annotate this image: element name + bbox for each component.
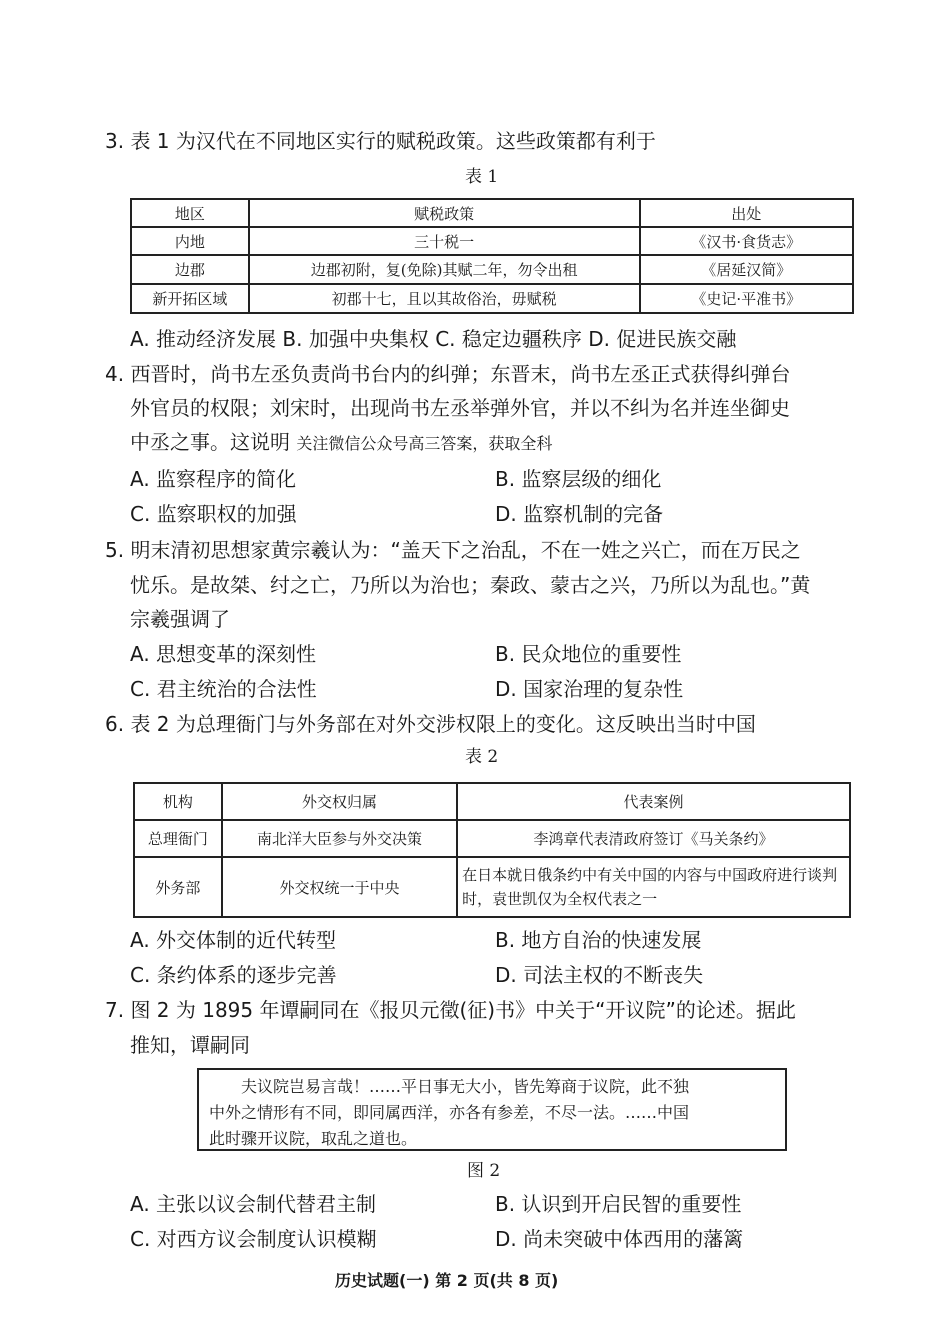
table-row — [131, 255, 853, 284]
table-header-cell: 地区 — [131, 199, 249, 227]
quote-box — [197, 1068, 787, 1151]
option-c: C. 监察职权的加强 — [130, 502, 297, 526]
table-header-cell: 代表案例 — [457, 783, 850, 820]
table-cell: 李鸿章代表清政府签订《马关条约》 — [457, 820, 850, 857]
q4-stem-line: 外官员的权限；刘宋时，出现尚书左丞举弹外官，并以不纠为名并连坐御史 — [130, 396, 790, 420]
quote-line: 中外之情形有不同，即同属西洋，亦各有参差，不尽一法。……中国 — [209, 1103, 690, 1122]
option-a: A. 监察程序的简化 — [130, 467, 297, 491]
table-cell: 在日本就日俄条约中有关中国的内容与中国政府进行谈判时，袁世凯仅为全权代表之一 — [457, 857, 850, 917]
q3-options: A. 推动经济发展 B. 加强中央集权 C. 稳定边疆秩序 D. 促进民族交融 — [130, 327, 737, 351]
table2-caption: 表 2 — [465, 747, 499, 767]
table-2 — [133, 782, 851, 918]
table-cell: 《汉书·食货志》 — [640, 227, 853, 255]
table-header-cell: 赋税政策 — [249, 199, 640, 227]
q6-stem: 6. 表 2 为总理衙门与外务部在对外交涉权限上的变化。这反映出当时中国 — [105, 712, 756, 736]
table-row — [131, 227, 853, 255]
table-cell: 《居延汉简》 — [640, 255, 853, 284]
option-b: B. 地方自治的快速发展 — [495, 928, 702, 952]
option-c: C. 条约体系的逐步完善 — [130, 963, 337, 987]
table-row — [131, 284, 853, 313]
table-cell: 三十税一 — [249, 227, 640, 255]
option-d: D. 监察机制的完备 — [495, 502, 664, 526]
table-row — [134, 783, 850, 820]
table-row — [131, 199, 853, 227]
table-row — [134, 820, 850, 857]
table-cell: 外交权统一于中央 — [222, 857, 457, 917]
option-a: A. 主张以议会制代替君主制 — [130, 1192, 377, 1216]
quote-line: 夫议院岂易言哉！……平日事无大小，皆先筹商于议院，此不独 — [241, 1077, 690, 1096]
table-cell: 边郡 — [131, 255, 249, 284]
table-1 — [130, 198, 854, 314]
q4-stem-line: 中丞之事。这说明 — [130, 430, 290, 454]
table-header-cell: 出处 — [640, 199, 853, 227]
option-d: D. 尚未突破中体西用的藩篱 — [495, 1227, 744, 1251]
q4-stem-line: 4. 西晋时，尚书左丞负责尚书台内的纠弹；东晋末，尚书左丞正式获得纠弹台 — [105, 362, 791, 386]
figure2-caption: 图 2 — [467, 1161, 501, 1181]
option-a: A. 外交体制的近代转型 — [130, 928, 337, 952]
q5-stem-line: 5. 明末清初思想家黄宗羲认为：“盖天下之治乱，不在一姓之兴亡，而在万民之 — [105, 538, 801, 562]
table-cell: 《史记·平准书》 — [640, 284, 853, 313]
option-c: C. 君主统治的合法性 — [130, 677, 317, 701]
table-cell: 总理衙门 — [134, 820, 222, 857]
table-row — [134, 857, 850, 917]
table-cell: 边郡初附，复(免除)其赋二年，勿令出租 — [249, 255, 640, 284]
q7-stem-line: 7. 图 2 为 1895 年谭嗣同在《报贝元徵(征)书》中关于“开议院”的论述。据此 — [105, 998, 796, 1022]
table-cell: 南北洋大臣参与外交决策 — [222, 820, 457, 857]
table-header-cell: 外交权归属 — [222, 783, 457, 820]
table-cell: 内地 — [131, 227, 249, 255]
table-cell: 外务部 — [134, 857, 222, 917]
q5-stem-line: 忧乐。是故桀、纣之亡，乃所以为治也；秦政、蒙古之兴，乃所以为乱也。”黄 — [130, 573, 811, 597]
table-header-cell: 机构 — [134, 783, 222, 820]
table-cell: 初郡十七，且以其故俗治，毋赋税 — [249, 284, 640, 313]
option-d: D. 国家治理的复杂性 — [495, 677, 684, 701]
option-b: B. 监察层级的细化 — [495, 467, 662, 491]
option-a: A. 思想变革的深刻性 — [130, 642, 317, 666]
option-d: D. 司法主权的不断丧失 — [495, 963, 704, 987]
q7-stem-line: 推知，谭嗣同 — [130, 1033, 250, 1057]
q5-stem-line: 宗羲强调了 — [130, 607, 230, 631]
watermark-note: 关注微信公众号高三答案，获取全科 — [296, 434, 553, 453]
option-c: C. 对西方议会制度认识模糊 — [130, 1227, 377, 1251]
option-b: B. 认识到开启民智的重要性 — [495, 1192, 742, 1216]
q3-stem: 3. 表 1 为汉代在不同地区实行的赋税政策。这些政策都有利于 — [105, 129, 656, 153]
table1-caption: 表 1 — [465, 167, 499, 187]
table-cell: 新开拓区域 — [131, 284, 249, 313]
quote-line: 此时骤开议院，取乱之道也。 — [209, 1129, 418, 1148]
page-footer: 历史试题(一) 第 2 页(共 8 页) — [335, 1271, 559, 1290]
option-b: B. 民众地位的重要性 — [495, 642, 682, 666]
